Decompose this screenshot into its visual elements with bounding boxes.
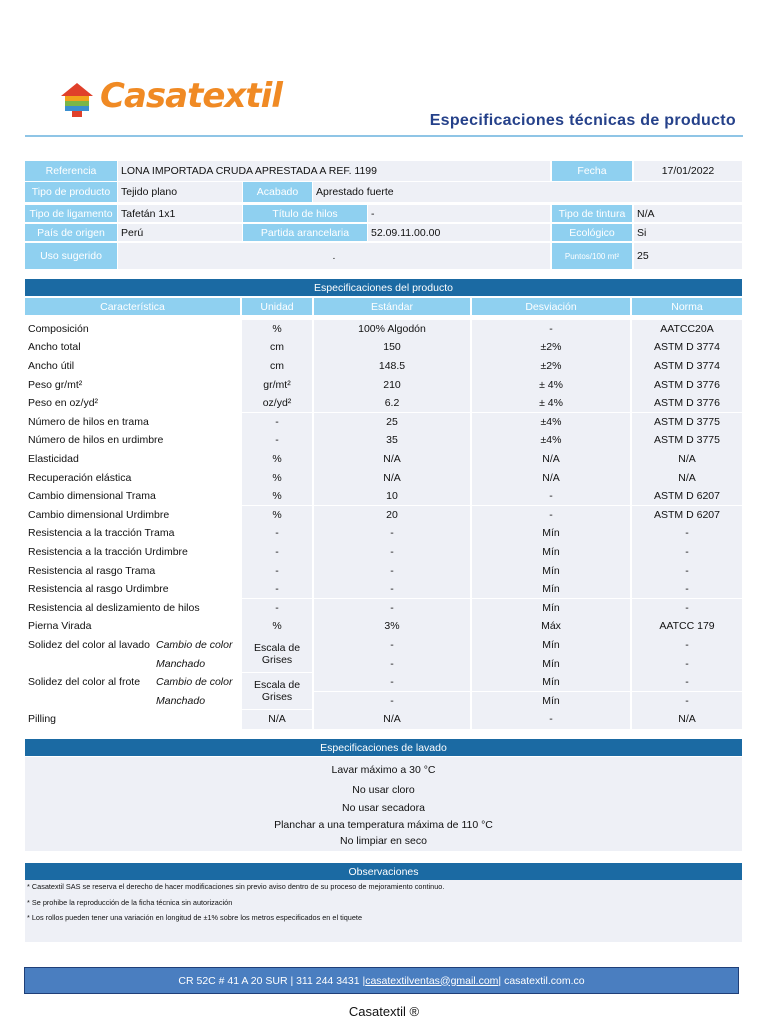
cell-norma: - bbox=[632, 561, 742, 580]
partida-arancelaria-label: Partida arancelaria bbox=[243, 224, 367, 241]
cell-caracteristica-text: Cambio dimensional Urdimbre bbox=[28, 508, 170, 521]
cell-car bbox=[25, 580, 240, 599]
observaciones-section-header: Observaciones bbox=[25, 863, 742, 880]
cell-car bbox=[25, 524, 240, 543]
titulo-hilos-label: Título de hilos bbox=[243, 205, 367, 222]
cell-unidad: Escala de Grises bbox=[242, 673, 312, 709]
cell-desviacion: N/A bbox=[472, 468, 630, 487]
table-row bbox=[25, 338, 742, 357]
cell-norma: N/A bbox=[632, 468, 742, 487]
cell-desviacion: Mín bbox=[472, 543, 630, 562]
cell-caracteristica-text: Resistencia al rasgo Urdimbre bbox=[28, 583, 169, 596]
titulo-hilos-value: - bbox=[368, 205, 550, 222]
cell-unidad: oz/yd² bbox=[242, 394, 312, 413]
fecha-value: 17/01/2022 bbox=[634, 161, 742, 181]
puntos-value: 25 bbox=[634, 243, 742, 269]
cell-unidad: - bbox=[242, 580, 312, 599]
cell-estandar: 150 bbox=[314, 338, 470, 357]
cell-car bbox=[25, 617, 240, 636]
cell-estandar: 210 bbox=[314, 375, 470, 394]
cell-norma: - bbox=[632, 692, 742, 711]
cell-norma: ASTM D 3776 bbox=[632, 375, 742, 394]
cell-car bbox=[25, 543, 240, 562]
cell-unidad: - bbox=[242, 413, 312, 432]
cell-caracteristica-text: Resistencia a la tracción Trama bbox=[28, 527, 175, 540]
cell-car bbox=[25, 636, 240, 655]
cell-car bbox=[25, 450, 240, 469]
cell-caracteristica-text: Ancho total bbox=[28, 341, 81, 354]
cell-caracteristica-text: Pilling bbox=[28, 713, 57, 726]
house-logo-icon bbox=[58, 80, 100, 120]
cell-sub-caracteristica: Manchado bbox=[156, 694, 206, 707]
cell-unidad: - bbox=[242, 561, 312, 580]
cell-desviacion: Mín bbox=[472, 692, 630, 711]
cell-norma: - bbox=[632, 654, 742, 673]
table-row bbox=[25, 692, 742, 711]
cell-caracteristica-text: Composición bbox=[28, 322, 89, 335]
tipo-ligamento-label: Tipo de ligamento bbox=[25, 205, 117, 222]
cell-desviacion: Mín bbox=[472, 599, 630, 618]
pais-origen-label: País de origen bbox=[25, 224, 117, 241]
contact-footer bbox=[24, 967, 739, 994]
cell-caracteristica-text: Peso en oz/yd² bbox=[28, 397, 99, 410]
cell-caracteristica-text: Número de hilos en urdimbre bbox=[28, 434, 164, 447]
cell-car bbox=[25, 487, 240, 506]
table-row bbox=[25, 524, 742, 543]
cell-desviacion: Máx bbox=[472, 617, 630, 636]
cell-car bbox=[25, 357, 240, 376]
table-row bbox=[25, 599, 742, 618]
cell-car bbox=[25, 338, 240, 357]
cell-desviacion: ±4% bbox=[472, 431, 630, 450]
cell-estandar: 35 bbox=[314, 431, 470, 450]
cell-estandar: - bbox=[314, 692, 470, 711]
table-row bbox=[25, 561, 742, 580]
column-header-norma: Norma bbox=[632, 298, 742, 315]
uso-sugerido-label: Uso sugerido bbox=[25, 243, 117, 269]
cell-car bbox=[25, 599, 240, 618]
cell-norma: N/A bbox=[632, 710, 742, 729]
cell-desviacion: N/A bbox=[472, 450, 630, 469]
cell-norma: ASTM D 6207 bbox=[632, 487, 742, 506]
cell-caracteristica-text: Resistencia al deslizamiento de hilos bbox=[28, 601, 200, 614]
tipo-producto-value: Tejido plano bbox=[118, 182, 242, 202]
acabado-label: Acabado bbox=[243, 182, 312, 202]
lavado-instructions bbox=[25, 757, 742, 851]
cell-estandar: - bbox=[314, 561, 470, 580]
email-link[interactable]: casatextilventas@gmail.com bbox=[365, 974, 499, 987]
cell-estandar: - bbox=[314, 636, 470, 655]
cell-norma: - bbox=[632, 580, 742, 599]
cell-sub-caracteristica: Cambio de color bbox=[156, 638, 233, 651]
cell-desviacion: Mín bbox=[472, 636, 630, 655]
observation-note: * Los rollos pueden tener una variación en longitud de ±1% sobre los metros especificados en el tiquete bbox=[27, 913, 363, 922]
observation-note: * Se prohibe la reproducción de la ficha técnica sin autorización bbox=[27, 898, 233, 907]
tipo-tintura-label: Tipo de tintura bbox=[552, 205, 632, 222]
cell-caracteristica-text: Peso gr/mt² bbox=[28, 378, 83, 391]
table-row bbox=[25, 394, 742, 413]
cell-caracteristica-text: Solidez del color al frote bbox=[28, 676, 141, 689]
casatextil-logo bbox=[58, 76, 282, 120]
cell-desviacion: Mín bbox=[472, 673, 630, 692]
uso-sugerido-value: . bbox=[118, 243, 550, 269]
cell-car bbox=[25, 506, 240, 525]
table-row bbox=[25, 487, 742, 506]
cell-norma: ASTM D 3775 bbox=[632, 413, 742, 432]
cell-unidad: % bbox=[242, 487, 312, 506]
cell-car bbox=[25, 673, 240, 692]
cell-norma: ASTM D 3774 bbox=[632, 357, 742, 376]
column-header-desviacion: Desviación bbox=[472, 298, 630, 315]
referencia-value: LONA IMPORTADA CRUDA APRESTADA A REF. 1199 bbox=[118, 161, 550, 181]
cell-caracteristica-text: Resistencia al rasgo Trama bbox=[28, 564, 156, 577]
observation-note: * Casatextil SAS se reserva el derecho de hacer modificaciones sin previo aviso dentro de su proceso de mejoramiento continuo. bbox=[27, 882, 445, 891]
cell-car bbox=[25, 375, 240, 394]
tipo-tintura-value: N/A bbox=[634, 205, 742, 222]
footer-website[interactable]: | casatextil.com.co bbox=[498, 974, 585, 987]
column-header-unidad: Unidad bbox=[242, 298, 312, 315]
cell-unidad: % bbox=[242, 320, 312, 339]
partida-arancelaria-value: 52.09.11.00.00 bbox=[368, 224, 550, 241]
cell-estandar: N/A bbox=[314, 450, 470, 469]
cell-norma: AATCC20A bbox=[632, 320, 742, 339]
cell-car bbox=[25, 468, 240, 487]
cell-norma: - bbox=[632, 599, 742, 618]
cell-unidad: cm bbox=[242, 357, 312, 376]
cell-desviacion: - bbox=[472, 320, 630, 339]
cell-unidad: - bbox=[242, 599, 312, 618]
cell-estandar: - bbox=[314, 543, 470, 562]
wash-instruction: Lavar máximo a 30 °C bbox=[331, 764, 436, 776]
cell-norma: - bbox=[632, 524, 742, 543]
cell-caracteristica-text: Número de hilos en trama bbox=[28, 415, 149, 428]
puntos-label: Puntos/100 mt² bbox=[552, 243, 632, 269]
cell-desviacion: - bbox=[472, 487, 630, 506]
cell-estandar: N/A bbox=[314, 468, 470, 487]
cell-car bbox=[25, 431, 240, 450]
cell-caracteristica-text: Resistencia a la tracción Urdimbre bbox=[28, 545, 188, 558]
cell-caracteristica-text: Recuperación elástica bbox=[28, 471, 132, 484]
cell-desviacion: Mín bbox=[472, 654, 630, 673]
cell-norma: ASTM D 3775 bbox=[632, 431, 742, 450]
cell-desviacion: ± 4% bbox=[472, 375, 630, 394]
column-header-estandar: Estándar bbox=[314, 298, 470, 315]
cell-desviacion: Mín bbox=[472, 580, 630, 599]
cell-estandar: - bbox=[314, 580, 470, 599]
logo-text: Casatextil bbox=[100, 76, 282, 116]
cell-estandar: 148.5 bbox=[314, 357, 470, 376]
cell-caracteristica-text: Elasticidad bbox=[28, 452, 79, 465]
cell-sub-caracteristica: Cambio de color bbox=[156, 676, 233, 689]
table-row bbox=[25, 468, 742, 487]
specs-section-header: Especificaciones del producto bbox=[25, 279, 742, 296]
pais-origen-value: Perú bbox=[118, 224, 242, 241]
table-row bbox=[25, 357, 742, 376]
cell-car bbox=[25, 394, 240, 413]
referencia-label: Referencia bbox=[25, 161, 117, 181]
cell-norma: - bbox=[632, 673, 742, 692]
table-row bbox=[25, 506, 742, 525]
cell-unidad: % bbox=[242, 617, 312, 636]
column-header-caracteristica: Característica bbox=[25, 298, 240, 315]
cell-estandar: N/A bbox=[314, 710, 470, 729]
observaciones-notes bbox=[25, 880, 742, 942]
cell-unidad: Escala de Grises bbox=[242, 636, 312, 672]
cell-desviacion: Mín bbox=[472, 524, 630, 543]
cell-estandar: - bbox=[314, 673, 470, 692]
cell-unidad: cm bbox=[242, 338, 312, 357]
title-divider bbox=[25, 135, 743, 137]
cell-sub-caracteristica: Manchado bbox=[156, 657, 206, 670]
cell-estandar: 10 bbox=[314, 487, 470, 506]
cell-unidad: gr/mt² bbox=[242, 375, 312, 394]
table-row bbox=[25, 431, 742, 450]
cell-car bbox=[25, 692, 240, 711]
table-row bbox=[25, 580, 742, 599]
cell-unidad: N/A bbox=[242, 710, 312, 729]
cell-caracteristica-text: Cambio dimensional Trama bbox=[28, 490, 156, 503]
cell-estandar: 3% bbox=[314, 617, 470, 636]
cell-norma: ASTM D 3774 bbox=[632, 338, 742, 357]
cell-desviacion: ±2% bbox=[472, 338, 630, 357]
cell-unidad: % bbox=[242, 506, 312, 525]
table-row bbox=[25, 320, 742, 339]
cell-estandar: - bbox=[314, 599, 470, 618]
cell-car bbox=[25, 654, 240, 673]
tipo-ligamento-value: Tafetán 1x1 bbox=[118, 205, 242, 222]
brand-mark: Casatextil ® bbox=[348, 1004, 420, 1019]
cell-unidad: - bbox=[242, 524, 312, 543]
acabado-value: Aprestado fuerte bbox=[313, 182, 742, 202]
footer-address: CR 52C # 41 A 20 SUR | 311 244 3431 | bbox=[178, 974, 366, 987]
cell-estandar: 6.2 bbox=[314, 394, 470, 413]
cell-norma: AATCC 179 bbox=[632, 617, 742, 636]
cell-caracteristica-text: Pierna Virada bbox=[28, 620, 92, 633]
cell-desviacion: - bbox=[472, 710, 630, 729]
lavado-section-header: Especificaciones de lavado bbox=[25, 739, 742, 756]
table-row bbox=[25, 450, 742, 469]
cell-desviacion: ±4% bbox=[472, 413, 630, 432]
cell-norma: ASTM D 3776 bbox=[632, 394, 742, 413]
table-row bbox=[25, 710, 742, 729]
cell-unidad: - bbox=[242, 543, 312, 562]
cell-caracteristica-text: Ancho útil bbox=[28, 359, 75, 372]
table-row bbox=[25, 375, 742, 394]
cell-estandar: 20 bbox=[314, 506, 470, 525]
cell-car bbox=[25, 320, 240, 339]
tipo-producto-label: Tipo de producto bbox=[25, 182, 117, 202]
cell-car bbox=[25, 710, 240, 729]
cell-norma: - bbox=[632, 543, 742, 562]
cell-desviacion: ± 4% bbox=[472, 394, 630, 413]
table-row bbox=[25, 617, 742, 636]
fecha-label: Fecha bbox=[552, 161, 632, 181]
cell-desviacion: - bbox=[472, 506, 630, 525]
wash-instruction: No usar secadora bbox=[342, 802, 425, 814]
table-row bbox=[25, 654, 742, 673]
wash-instruction: No usar cloro bbox=[352, 784, 415, 796]
cell-norma: - bbox=[632, 636, 742, 655]
cell-norma: N/A bbox=[632, 450, 742, 469]
cell-unidad: - bbox=[242, 431, 312, 450]
ecologico-value: Si bbox=[634, 224, 742, 241]
cell-unidad: % bbox=[242, 450, 312, 469]
cell-estandar: 25 bbox=[314, 413, 470, 432]
wash-instruction: No limpiar en seco bbox=[340, 835, 427, 847]
page-title: Especificaciones técnicas de producto bbox=[429, 112, 736, 129]
cell-car bbox=[25, 561, 240, 580]
ecologico-label: Ecológico bbox=[552, 224, 632, 241]
cell-estandar: 100% Algodón bbox=[314, 320, 470, 339]
cell-desviacion: Mín bbox=[472, 561, 630, 580]
cell-caracteristica-text: Solidez del color al lavado bbox=[28, 638, 150, 651]
cell-unidad: % bbox=[242, 468, 312, 487]
cell-estandar: - bbox=[314, 654, 470, 673]
wash-instruction: Planchar a una temperatura máxima de 110 °C bbox=[274, 819, 493, 831]
table-row bbox=[25, 413, 742, 432]
cell-norma: ASTM D 6207 bbox=[632, 506, 742, 525]
cell-car bbox=[25, 413, 240, 432]
table-row bbox=[25, 543, 742, 562]
cell-desviacion: ±2% bbox=[472, 357, 630, 376]
cell-estandar: - bbox=[314, 524, 470, 543]
